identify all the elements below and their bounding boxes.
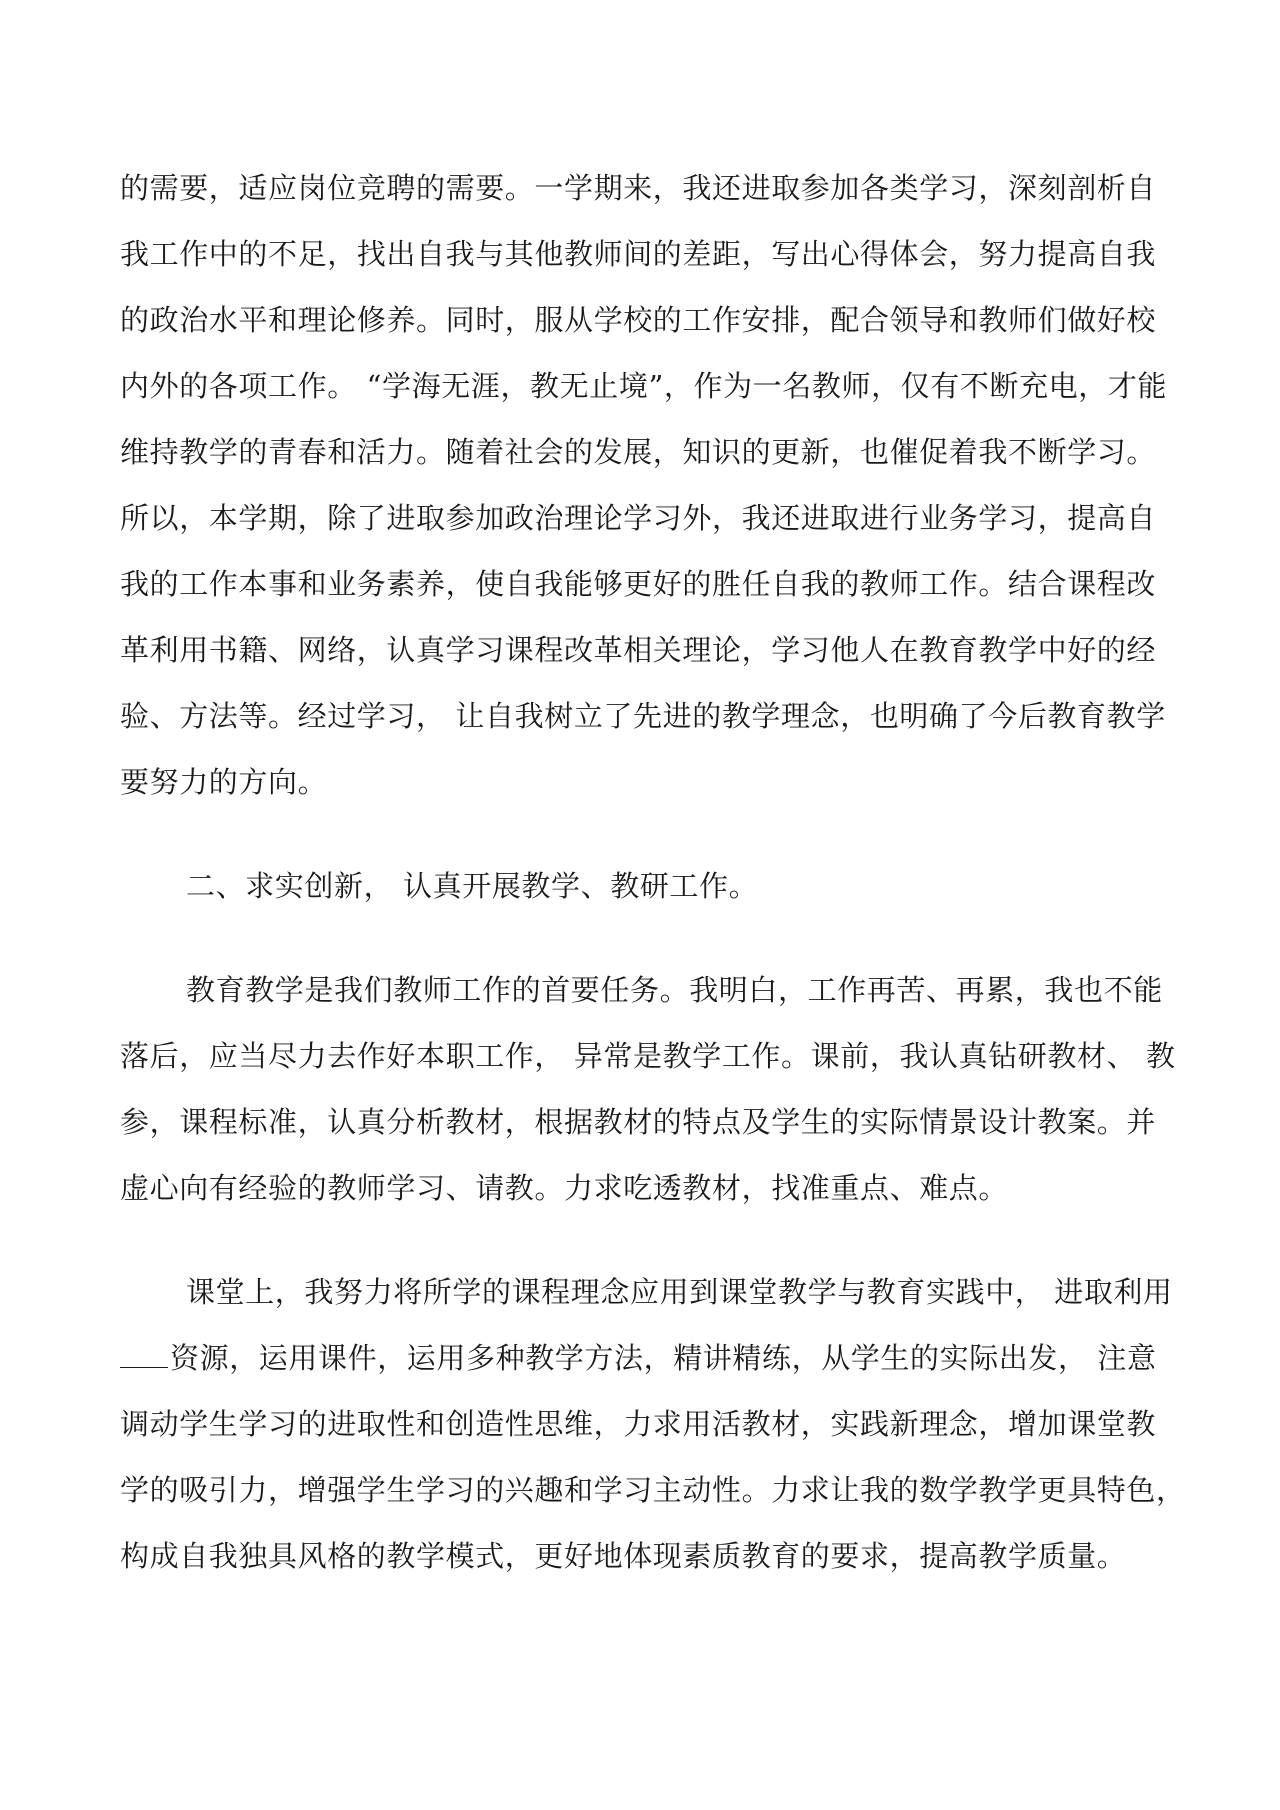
- paragraph-line: 我的工作本事和业务素养，使自我能够更好的胜任自我的教师工作。结合课程改: [120, 567, 1157, 601]
- paragraph-line: 革利用书籍、网络，认真学习课程改革相关理论，学习他人在教育教学中好的经: [120, 633, 1157, 667]
- paragraph-line: 我工作中的不足，找出自我与其他教师间的差距，写出心得体会，努力提高自我: [120, 237, 1157, 271]
- paragraph-line: 要努力的方向。: [120, 765, 328, 799]
- paragraph-line: 课堂上，我努力将所学的课程理念应用到课堂教学与教育实践中， 进取利用: [186, 1275, 1173, 1309]
- paragraph-line: 落后，应当尽力去作好本职工作， 异常是教学工作。课前，我认真钻研教材、 教: [120, 1039, 1176, 1073]
- paragraph-line: 虚心向有经验的教师学习、请教。力求吃透教材，找准重点、难点。: [120, 1171, 1009, 1205]
- paragraph-line: 验、方法等。经过学习， 让自我树立了先进的教学理念，也明确了今后教育教学: [120, 699, 1166, 733]
- paragraph-line: 参，课程标准，认真分析教材，根据教材的特点及学生的实际情景设计教案。并: [120, 1105, 1157, 1139]
- fill-in-blank: [120, 1339, 168, 1368]
- paragraph-line: 构成自我独具风格的教学模式，更好地体现素质教育的要求，提高教学质量。: [120, 1539, 1127, 1573]
- paragraph-line: 的政治水平和理论修养。同时，服从学校的工作安排，配合领导和教师们做好校: [120, 303, 1157, 337]
- paragraph-line: 教育教学是我们教师工作的首要任务。我明白，工作再苦、再累，我也不能: [186, 973, 1163, 1007]
- paragraph-line: 学的吸引力，增强学生学习的兴趣和学习主动性。力求让我的数学教学更具特色，: [120, 1473, 1186, 1507]
- paragraph-line: 所以，本学期，除了进取参加政治理论学习外，我还进取进行业务学习，提高自: [120, 501, 1157, 535]
- paragraph-line: 调动学生学习的进取性和创造性思维，力求用活教材，实践新理念，增加课堂教: [120, 1407, 1157, 1441]
- paragraph-line-with-blank: [120, 1335, 1170, 1381]
- paragraph-line: 维持教学的青春和活力。随着社会的发展，知识的更新，也催促着我不断学习。: [120, 435, 1157, 469]
- paragraph-line-text: 资源，运用课件，运用多种教学方法，精讲精练，从学生的实际出发， 注意: [170, 1341, 1157, 1375]
- section-heading: 二、求实创新， 认真开展教学、教研工作。: [186, 869, 759, 903]
- paragraph-line: 内外的各项工作。 “学海无涯，教无止境”，作为一名教师，仅有不断充电，才能: [120, 369, 1168, 403]
- paragraph-line: 的需要，适应岗位竞聘的需要。一学期来，我还进取参加各类学习，深刻剖析自: [120, 171, 1157, 205]
